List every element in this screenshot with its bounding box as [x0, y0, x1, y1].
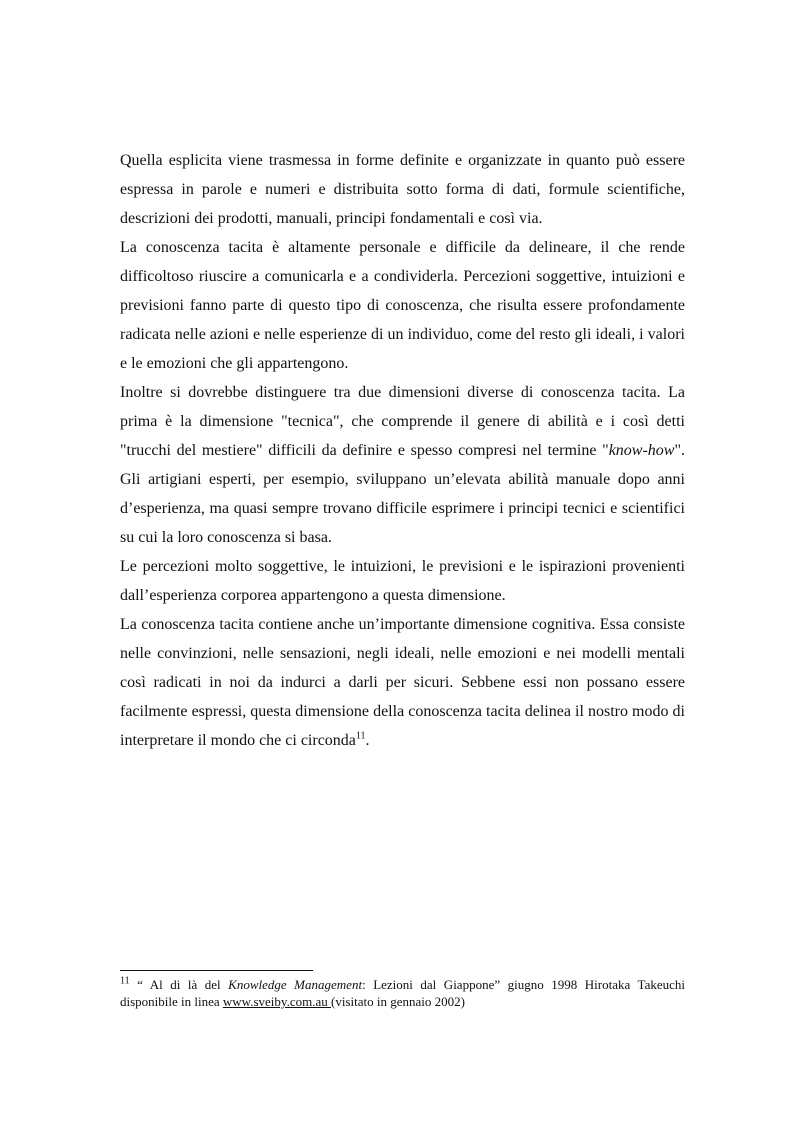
footnote-text-middle: : Lezioni dal Giappone” giugno 1998 Hirotaka Takeuchi disponibile in linea: [120, 977, 685, 1009]
footnote-italic-title: Knowledge Management: [228, 977, 363, 992]
body-text: [120, 146, 685, 755]
paragraph-1: [120, 146, 685, 233]
paragraph-5-end: .: [365, 732, 370, 749]
paragraph-5-text: La conoscenza tacita contiene anche un’importante dimensione cognitiva. Essa consiste nelle convinzioni, nelle sensazioni, negli ideali, nelle emozioni e nei modelli mentali così radicati in noi da indurci a darli per sicuri. Sebbene essi non possano essere facilmente espressi, questa dimensione della conoscenza tacita delinea il nostro modo di interpretare il mondo che ci circonda: [120, 616, 685, 749]
footnote-link[interactable]: www.sveiby.com.au: [222, 994, 331, 1009]
footnote: [120, 976, 685, 1010]
footnote-reference[interactable]: 11: [355, 730, 366, 742]
paragraph-5: [120, 610, 685, 755]
paragraph-3-text-end: ". Gli artigiani esperti, per esempio, sviluppano un’elevata abilità manuale dopo anni d’esperienza, ma quasi sempre trovano difficile esprimere i principi tecnici e scientifici su cui la loro conoscenza si basa.: [120, 442, 685, 546]
paragraph-2: [120, 233, 685, 378]
paragraph-3: [120, 378, 685, 552]
paragraph-3-text-start: Inoltre si dovrebbe distinguere tra due dimensioni diverse di conoscenza tacita. La prima è la dimensione "tecnica", che comprende il genere di abilità e i così detti "trucchi del mestiere" difficili da definire e spesso compresi nel termine ": [120, 384, 685, 459]
paragraph-1-text: Quella esplicita viene trasmessa in forme definite e organizzate in quanto può essere espressa in parole e numeri e distribuita sotto forma di dati, formule scientifiche, descrizioni dei prodotti, manuali, principi fondamentali e così via.: [120, 152, 685, 227]
footnote-text-end: (visitato in gennaio 2002): [330, 994, 465, 1009]
paragraph-4-text: Le percezioni molto soggettive, le intuizioni, le previsioni e le ispirazioni provenienti dall’esperienza corporea appartengono a questa dimensione.: [120, 558, 685, 604]
paragraph-2-text: La conoscenza tacita è altamente personale e difficile da delineare, il che rende difficoltoso riuscire a comunicarla e a condividerla. Percezioni soggettive, intuizioni e previsioni fanno parte di questo tipo di conoscenza, che risulta essere profondamente radicata nelle azioni e nelle esperienze di un individuo, come del resto gli ideali, i valori e le emozioni che gli appartengono.: [120, 239, 685, 372]
footnote-divider: [120, 970, 313, 971]
footnote-number: 11: [120, 975, 130, 987]
footnote-text-start: “ Al di là del: [129, 977, 229, 992]
paragraph-4: [120, 552, 685, 610]
know-how-term: know-how: [608, 442, 675, 459]
footnote-text: [120, 976, 685, 1010]
